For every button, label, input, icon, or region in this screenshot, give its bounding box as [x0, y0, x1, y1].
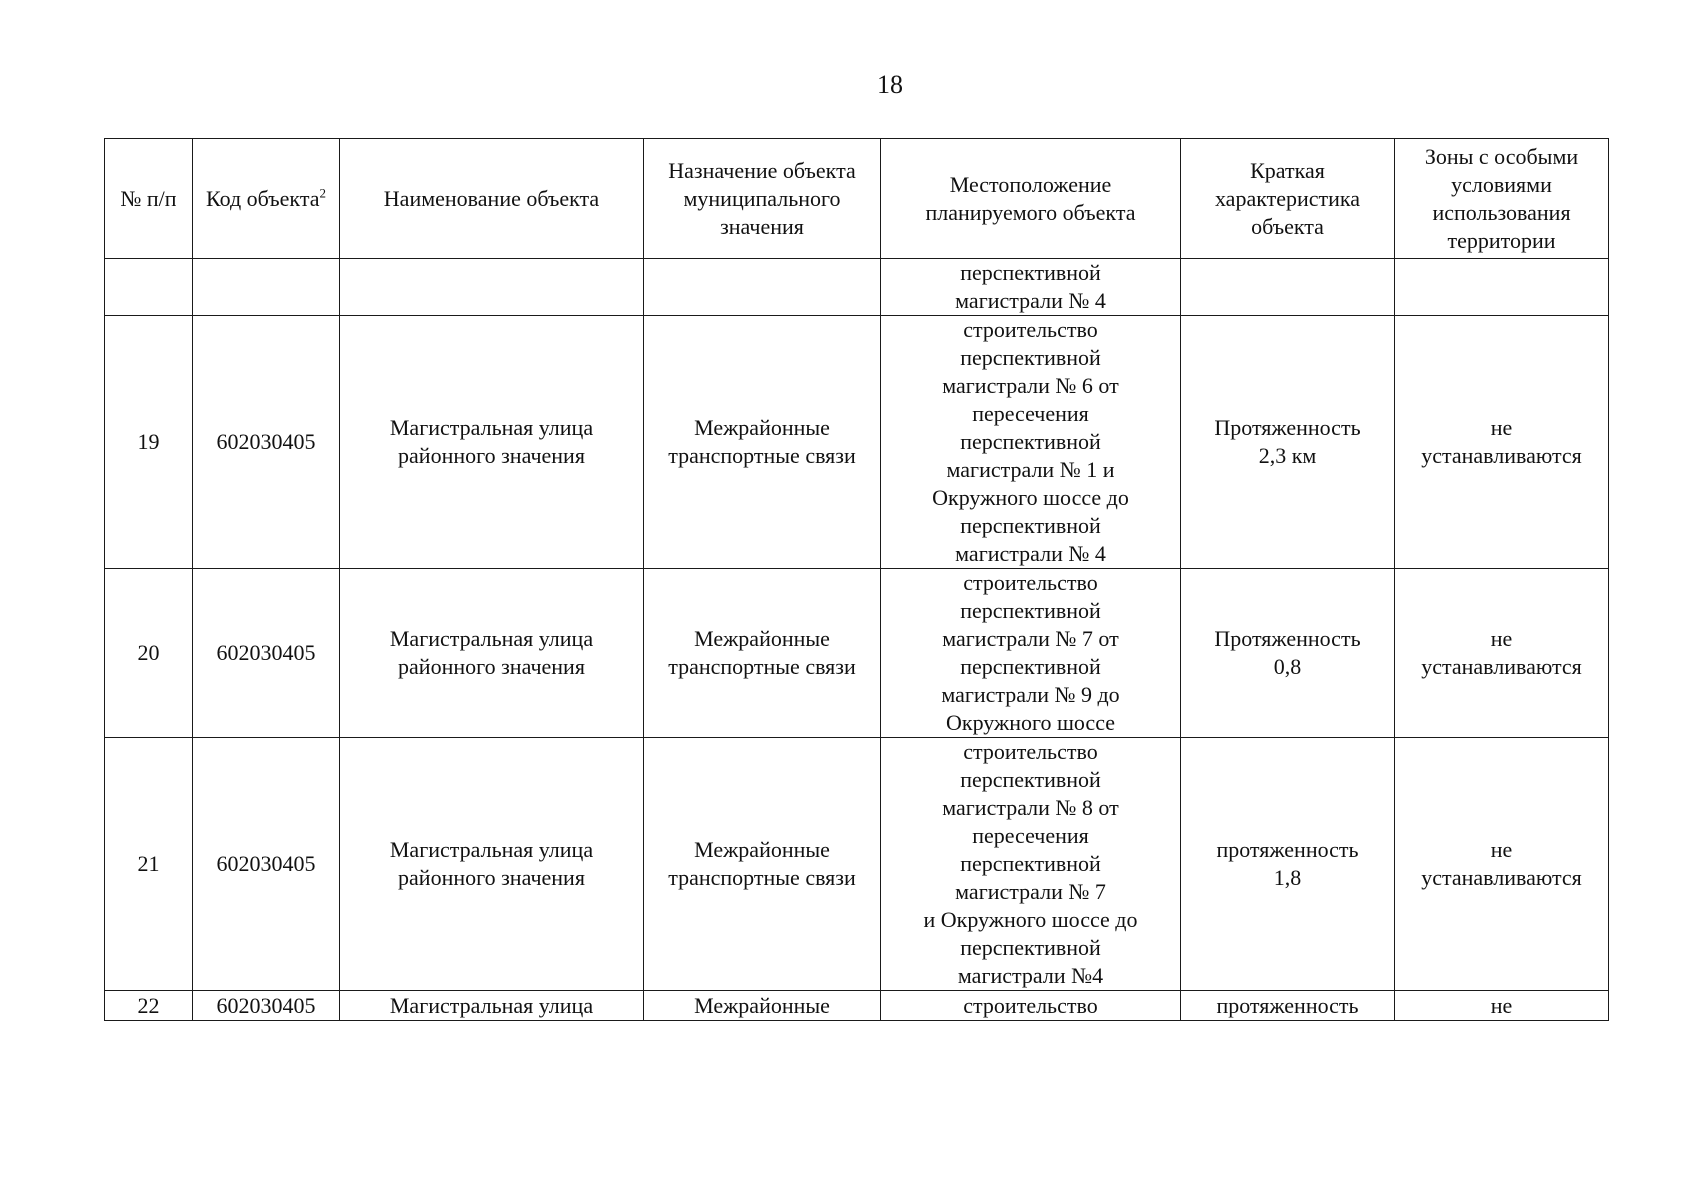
- cell-characteristic: [1181, 259, 1395, 316]
- cell-location: строительство: [881, 991, 1181, 1021]
- cell-name: Магистральная улица районного значения: [340, 316, 644, 569]
- cell-purpose: Межрайонные: [644, 991, 881, 1021]
- cell-num: 20: [105, 569, 193, 738]
- header-location: Местоположение планируемого объекта: [881, 139, 1181, 259]
- cell-location: перспективной магистрали № 4: [881, 259, 1181, 316]
- cell-characteristic: Протяженность 2,3 км: [1181, 316, 1395, 569]
- cell-num: 19: [105, 316, 193, 569]
- table-row: [105, 738, 1609, 991]
- cell-zones: не устанавливаются: [1395, 569, 1609, 738]
- cell-code: [193, 259, 340, 316]
- cell-name: [340, 259, 644, 316]
- cell-name: Магистральная улица: [340, 991, 644, 1021]
- cell-zones: [1395, 259, 1609, 316]
- cell-characteristic: протяженность 1,8: [1181, 738, 1395, 991]
- cell-num: 22: [105, 991, 193, 1021]
- cell-purpose: Межрайонные транспортные связи: [644, 569, 881, 738]
- cell-code: 602030405: [193, 738, 340, 991]
- cell-zones: не устанавливаются: [1395, 316, 1609, 569]
- table-row-continuation: [105, 259, 1609, 316]
- footnote-mark: 2: [319, 185, 326, 201]
- table-row: [105, 991, 1609, 1021]
- cell-purpose: Межрайонные транспортные связи: [644, 316, 881, 569]
- cell-num: 21: [105, 738, 193, 991]
- cell-location: строительство перспективной магистрали № 8 от пересечения перспективной магистрали № 7 и Окружного шоссе до перспективной магистрали №4: [881, 738, 1181, 991]
- cell-code: 602030405: [193, 569, 340, 738]
- cell-zones: не устанавливаются: [1395, 738, 1609, 991]
- cell-location: строительство перспективной магистрали № 7 от перспективной магистрали № 9 до Окружного шоссе: [881, 569, 1181, 738]
- cell-name: Магистральная улица районного значения: [340, 738, 644, 991]
- table-header-row: [105, 139, 1609, 259]
- header-num: № п/п: [105, 139, 193, 259]
- page-number: 18: [877, 70, 903, 99]
- header-code-label: Код объекта: [206, 185, 320, 211]
- header-name: Наименование объекта: [340, 139, 644, 259]
- cell-purpose: Межрайонные транспортные связи: [644, 738, 881, 991]
- table-row: [105, 316, 1609, 569]
- table-row: [105, 569, 1609, 738]
- objects-table: [104, 138, 1609, 1021]
- cell-code: 602030405: [193, 316, 340, 569]
- header-characteristic: Краткая характеристика объекта: [1181, 139, 1395, 259]
- cell-code: 602030405: [193, 991, 340, 1021]
- cell-characteristic: Протяженность 0,8: [1181, 569, 1395, 738]
- cell-num: [105, 259, 193, 316]
- cell-name: Магистральная улица районного значения: [340, 569, 644, 738]
- cell-characteristic: протяженность: [1181, 991, 1395, 1021]
- cell-zones: не: [1395, 991, 1609, 1021]
- cell-location: строительство перспективной магистрали № 6 от пересечения перспективной магистрали № 1 и Окружного шоссе до перспективной магистрали № 4: [881, 316, 1181, 569]
- header-zones: Зоны с особыми условиями использования территории: [1395, 139, 1609, 259]
- cell-purpose: [644, 259, 881, 316]
- header-purpose: Назначение объекта муниципального значения: [644, 139, 881, 259]
- header-code: [193, 139, 340, 259]
